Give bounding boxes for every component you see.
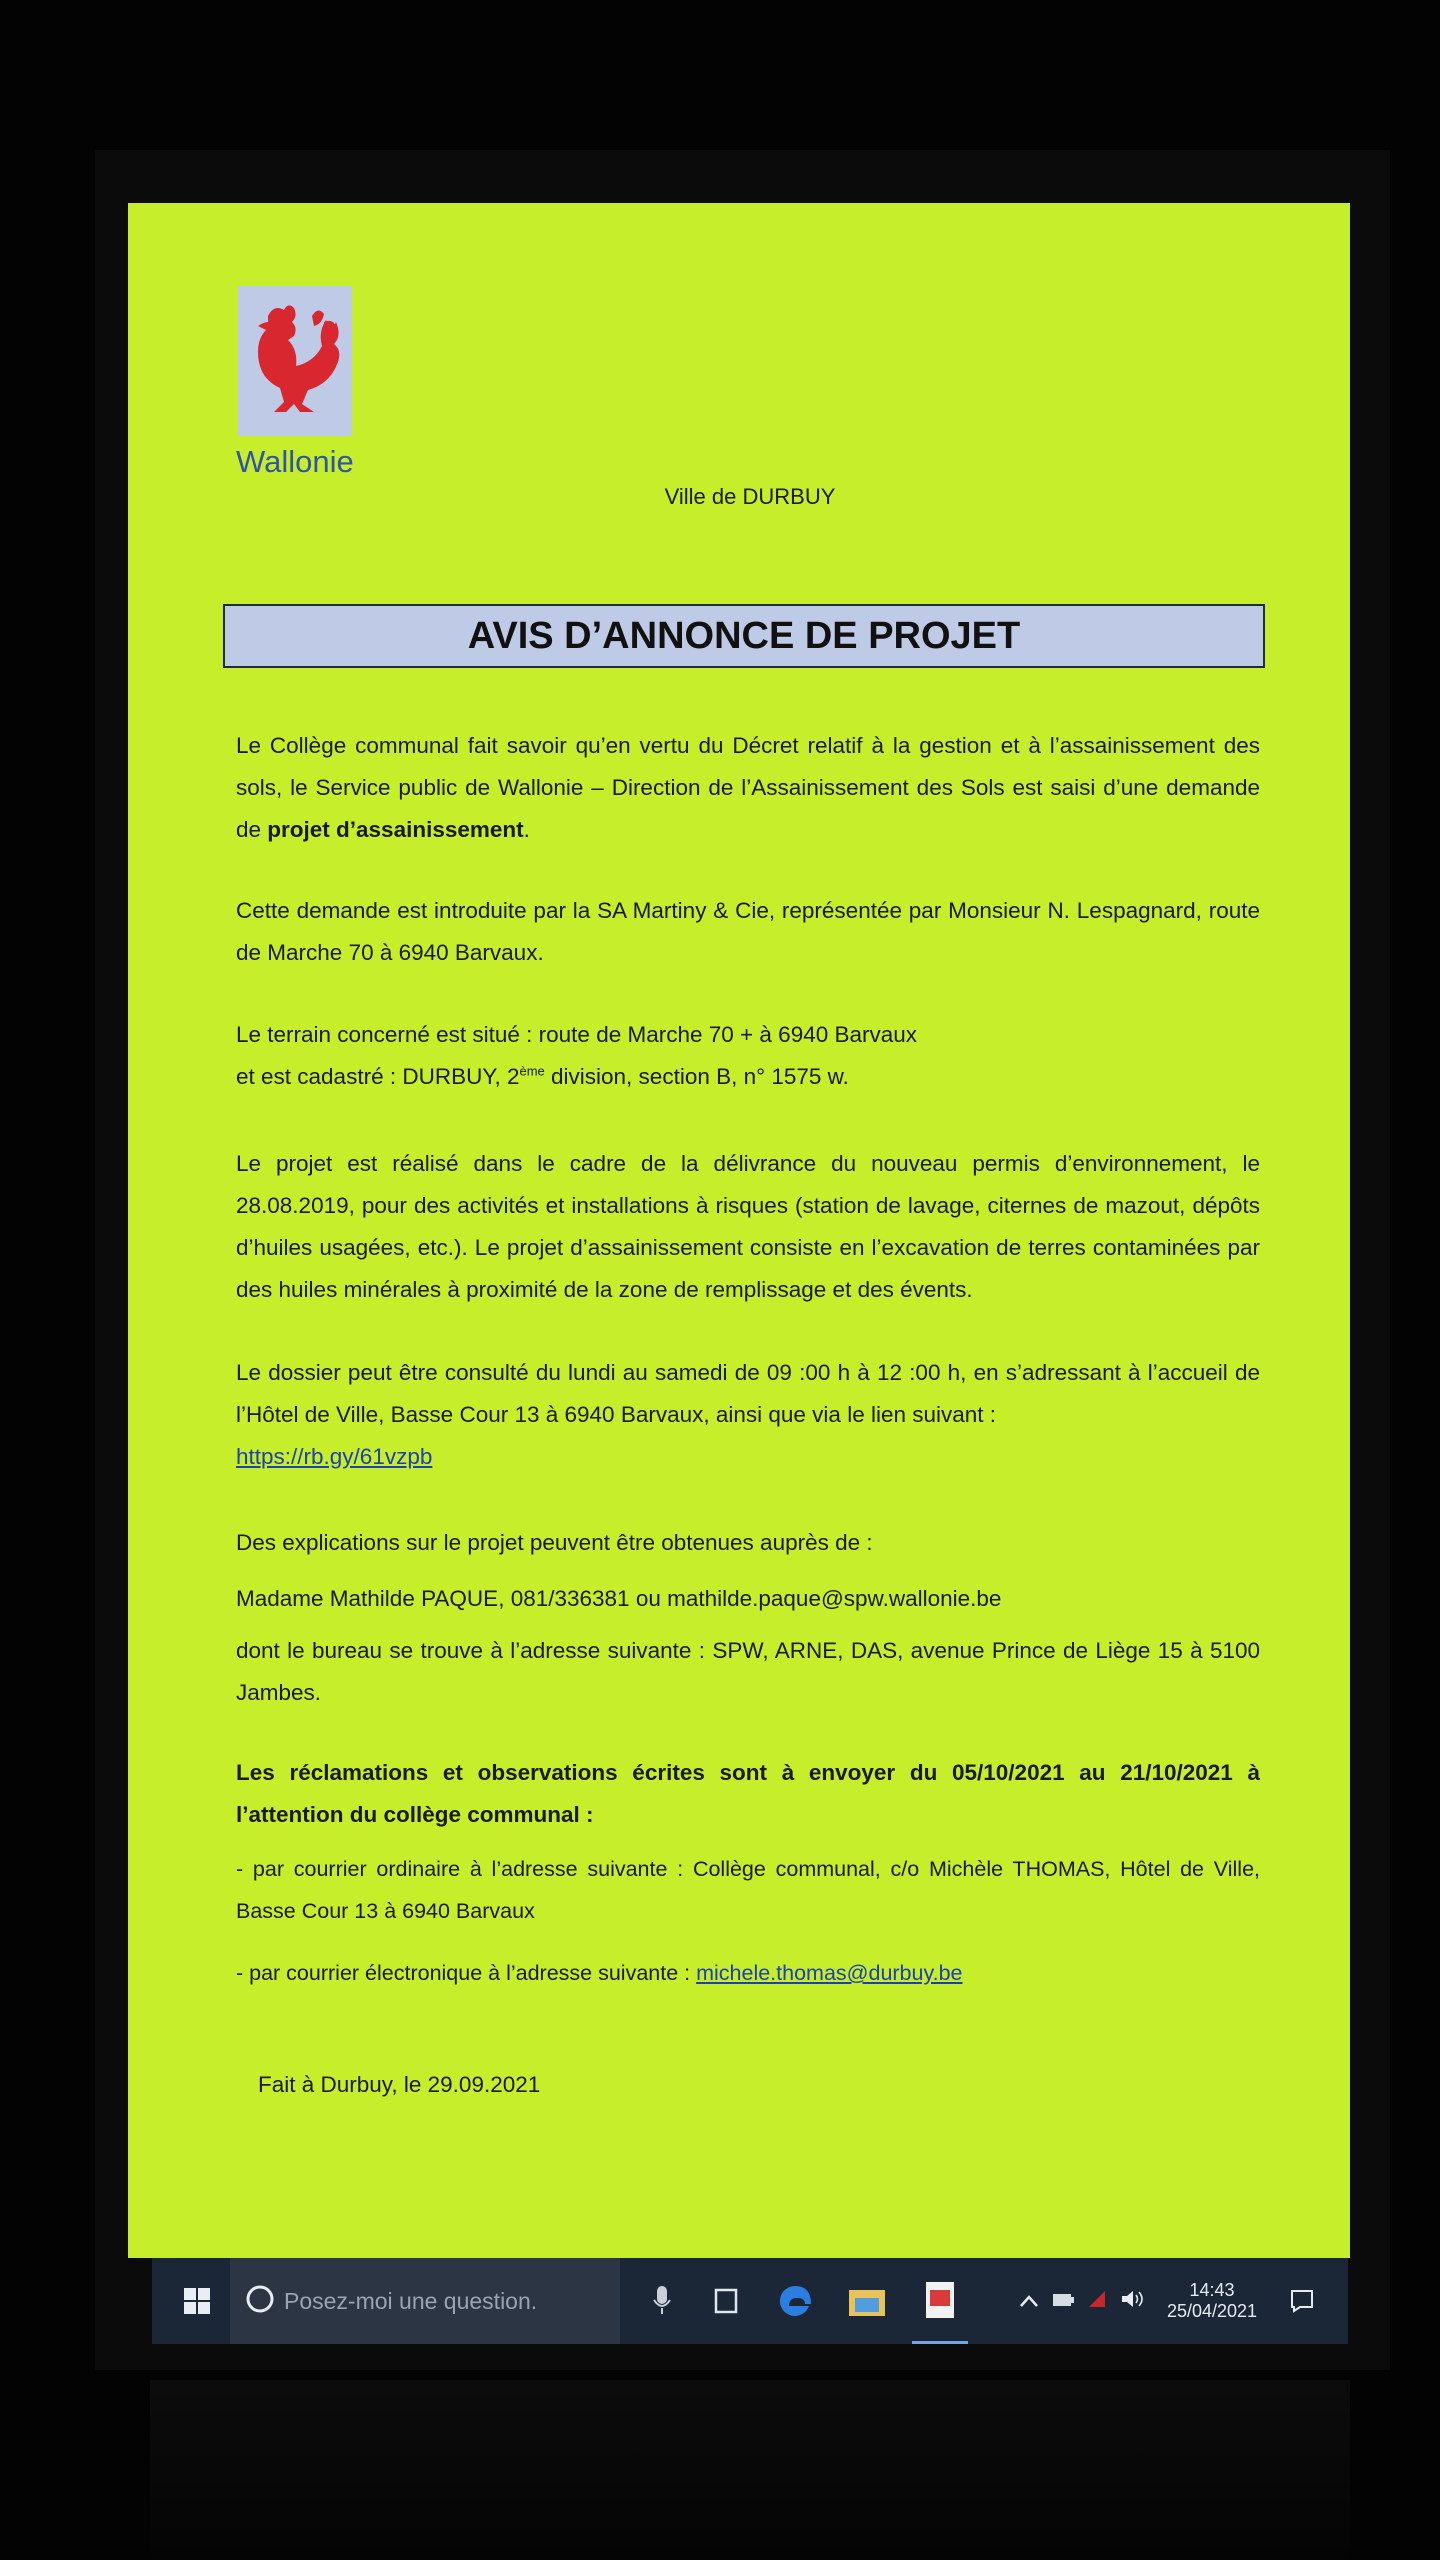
battery-icon[interactable] [1052,2291,1074,2312]
screen-reflection [150,2380,1350,2560]
paragraph-applicant: Cette demande est introduite par la SA Martiny & Cie, représentée par Monsieur N. Lespagnard, route de Marche 70 à 6940 Barvaux. [236,898,1260,965]
windows-start-icon[interactable] [172,2258,222,2344]
intro-end: . [523,817,530,842]
taskbar [152,2258,1348,2344]
edge-icon[interactable] [770,2258,820,2344]
network-icon[interactable] [1088,2290,1106,2313]
contact-person: Madame Mathilde PAQUE, 081/336381 ou mathilde.paque@spw.wallonie.be [236,1586,1002,1611]
dossier-link[interactable]: https://rb.gy/61vzpb [236,1444,433,1469]
location-division: division, section B, n° 1575 w. [544,1064,849,1089]
intro-text: Le Collège communal fait savoir qu’en vertu du Décret relatif à la gestion et à l’assainissement des sols, le Service public de Wallonie – Direction de l’Assainissement des Sols est saisi d’une demande de [236,733,1260,842]
paragraph-project: Le projet est réalisé dans le cadre de la délivrance du nouveau permis d’environnement, le 28.08.2019, pour des activités et installations à risques (station de lavage, citernes de mazout, dépôts d’huiles usagées, etc.). Le projet d’assainissement consiste en l’excavation de terres contaminées par des huiles minérales à proximité de la zone de remplissage et des évents. [236,1151,1260,1302]
title-banner [223,604,1265,668]
system-tray [1022,2258,1142,2344]
file-explorer-icon[interactable] [842,2258,892,2344]
rooster-icon [238,286,352,436]
paragraph-location [236,1014,1260,1098]
location-line-1: Le terrain concerné est situé : route de Marche 70 + à 6940 Barvaux [236,1022,918,1047]
volume-icon[interactable] [1120,2289,1144,2314]
paragraph-explanations: Des explications sur le projet peuvent être obtenues auprès de : [236,1530,873,1555]
consultation-text: Le dossier peut être consulté du lundi au samedi de 09 :00 h à 12 :00 h, en s’adressant à l’accueil de l’Hôtel de Ville, Basse Cour 13 à 6940 Barvaux, ainsi que via le lien suivant : [236,1360,1260,1427]
search-placeholder: Posez-moi une question. [284,2287,538,2314]
clock[interactable] [1157,2258,1267,2344]
notification-icon[interactable] [1272,2258,1332,2344]
paragraph-intro [236,725,1260,851]
microphone-icon[interactable] [642,2258,682,2344]
city-name: Ville de DURBUY [664,484,836,509]
paragraph-consultation [236,1352,1260,1478]
clock-date: 25/04/2021 [1166,2301,1258,2321]
claims-by-mail: - par courrier ordinaire à l’adresse suivante : Collège communal, c/o Michèle THOMAS, Hôtel de Ville, Basse Cour 13 à 6940 Barvaux [236,1857,1260,1923]
location-line-2 [236,1056,1260,1098]
chevron-up-icon[interactable] [1020,2291,1038,2312]
task-view-icon[interactable] [704,2258,748,2344]
cortana-icon[interactable] [244,2283,276,2320]
pdf-reader-icon[interactable] [912,2258,968,2344]
logo-text: Wallonie [236,444,354,479]
search-input[interactable] [230,2258,620,2344]
email-text: - par courrier électronique à l’adresse suivante : [236,1961,697,1985]
paragraph-claims: Les réclamations et observations écrites sont à envoyer du 05/10/2021 au 21/10/2021 à l’attention du collège communal : [236,1760,1260,1827]
email-link[interactable]: michele.thomas@durbuy.be [696,1961,963,1985]
location-cadastre: et est cadastré : DURBUY, 2 [236,1064,520,1089]
intro-bold: projet d’assainissement [267,817,524,842]
signature: Fait à Durbuy, le 29.09.2021 [258,2072,541,2097]
clock-time: 14:43 [1189,2280,1235,2300]
claims-by-email [236,1952,1260,1994]
page-title: AVIS D’ANNONCE DE PROJET [467,614,1021,657]
paragraph-office: dont le bureau se trouve à l’adresse suivante : SPW, ARNE, DAS, avenue Prince de Liège 15 à 5100 Jambes. [236,1638,1260,1705]
wallonie-logo [236,284,356,479]
location-sup: ème [519,1063,545,1079]
